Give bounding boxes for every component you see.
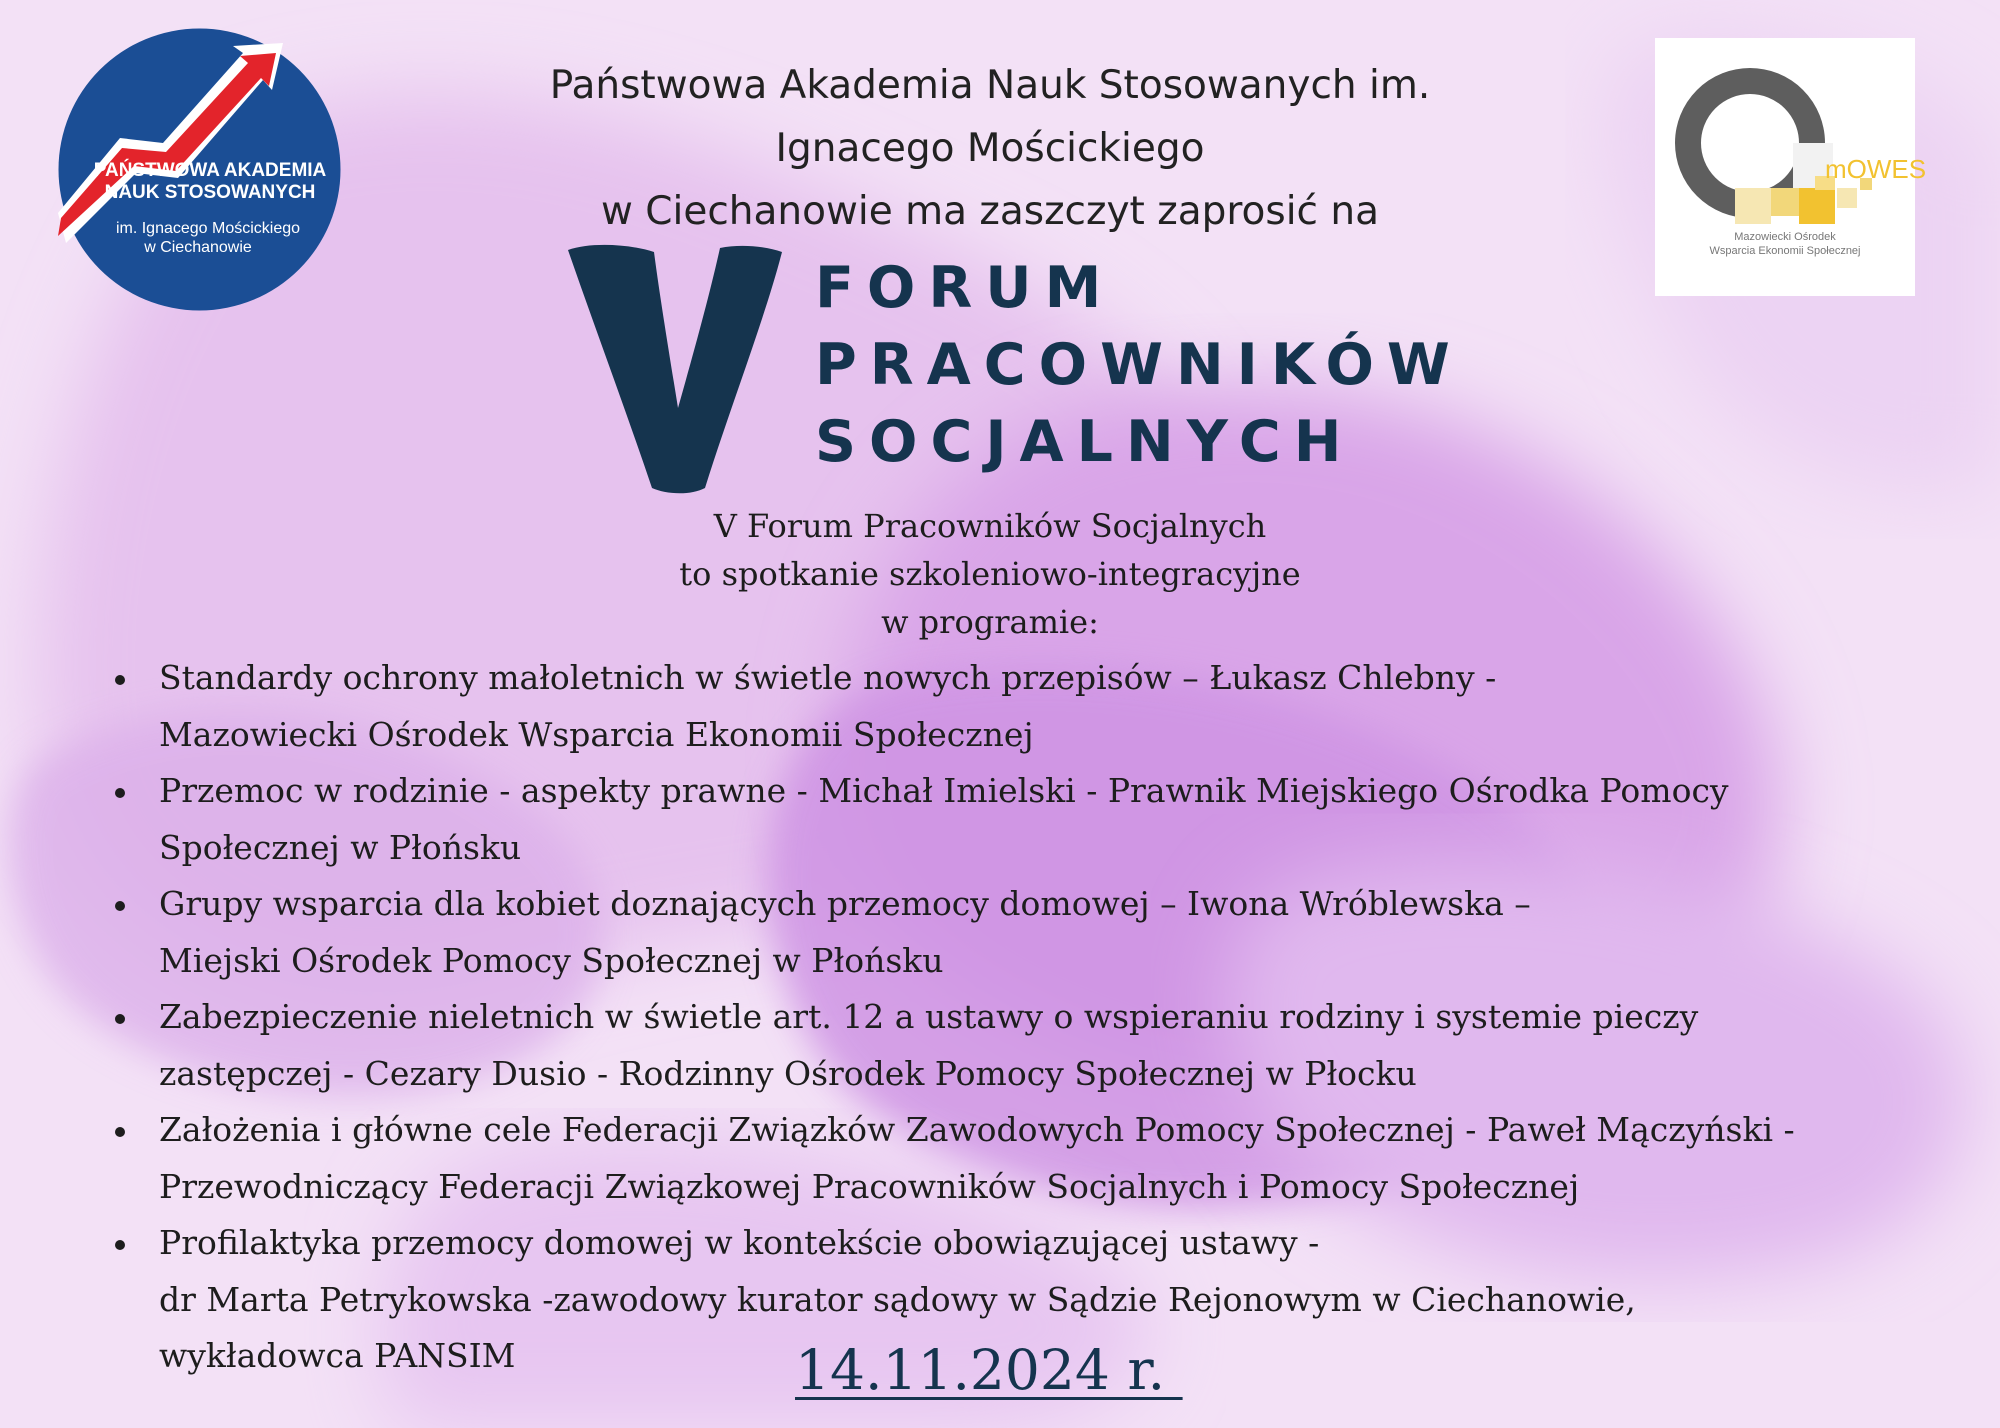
program-item-line: zastępczej - Cezary Dusio - Rodzinny Ośrodek Pomocy Społecznej w Płocku [159, 1053, 1417, 1093]
program-item-line: Przewodniczący Federacji Związkowej Pracowników Socjalnych i Pomocy Społecznej [159, 1166, 1580, 1206]
program-item [105, 989, 1965, 1102]
forum-title [815, 250, 1463, 481]
program-item-line: Przemoc w rodzinie - aspekty prawne - Michał Imielski - Prawnik Miejskiego Ośrodka Pomocy [159, 771, 1729, 810]
intro-text [550, 502, 1430, 646]
invitation-line3: w Ciechanowie ma zaszczyt zaprosić na [600, 189, 1380, 234]
forum-word2: PRACOWNIKÓW [815, 332, 1463, 398]
program-item-line: wykładowca PANSIM [159, 1336, 516, 1375]
program-item-line: Standardy ochrony małoletnich w świetle nowych przepisów – Łukasz Chlebny - [159, 658, 1497, 697]
program-item-line: Mazowiecki Ośrodek Wsparcia Ekonomii Społecznej [159, 714, 1034, 754]
intro-line1: V Forum Pracowników Socjalnych [713, 507, 1267, 545]
program-list [105, 650, 1965, 1385]
program-item-line: Profilaktyka przemocy domowej w kontekście obowiązującej ustawy - [159, 1223, 1320, 1262]
forum-word3: SOCJALNYCH [815, 409, 1355, 475]
logo-left-line2: NAUK STOSOWANYCH [104, 182, 316, 203]
numeral-text: V [560, 238, 561, 239]
logo-left-line1: PAŃSTWOWA AKADEMIA [93, 160, 327, 181]
intro-line2: to spotkanie szkoleniowo-integracyjne [679, 555, 1301, 593]
program-item [105, 650, 1965, 763]
event-date: 14.11.2024 r. [795, 1338, 1183, 1402]
logo-left-line3: im. Ignacego Mościckiego [115, 220, 301, 237]
program-item-line: Zabezpieczenie nieletnich w świetle art. 12 a ustawy o wspieraniu rodziny i systemie pieczy [159, 997, 1699, 1036]
program-item [105, 763, 1965, 876]
program-item [105, 876, 1965, 989]
roman-numeral-v [560, 238, 790, 498]
program-item-line: Założenia i główne cele Federacji Związków Zawodowych Pomocy Społecznej - Paweł Mączyński - [159, 1110, 1795, 1149]
program-item-line: Grupy wsparcia dla kobiet doznających przemocy domowej – Iwona Wróblewska – [159, 884, 1531, 923]
pansim-logo [58, 28, 341, 311]
mowes-line1: Mazowiecki Ośrodek [1734, 231, 1836, 243]
forum-word1: FORUM [815, 255, 1115, 321]
invitation-text [470, 54, 1510, 243]
mowes-line2: Wsparcia Ekonomii Społecznej [1709, 245, 1861, 257]
invitation-line2: Ignacego Mościckiego [775, 126, 1205, 171]
mowes-brand: mOWES [1825, 154, 1927, 184]
program-item-line: dr Marta Petrykowska -zawodowy kurator sądowy w Sądzie Rejonowym w Ciechanowie, [159, 1279, 1636, 1319]
program-item [105, 1102, 1965, 1215]
intro-line3: w programie: [881, 603, 1099, 641]
invitation-line1: Państwowa Akademia Nauk Stosowanych im. [549, 63, 1431, 108]
mowes-logo [1655, 38, 1927, 296]
program-item-line: Miejski Ośrodek Pomocy Społecznej w Płońsku [159, 940, 944, 980]
program-item-line: Społecznej w Płońsku [159, 827, 522, 867]
logo-left-line4: w Ciechanowie [144, 239, 252, 256]
